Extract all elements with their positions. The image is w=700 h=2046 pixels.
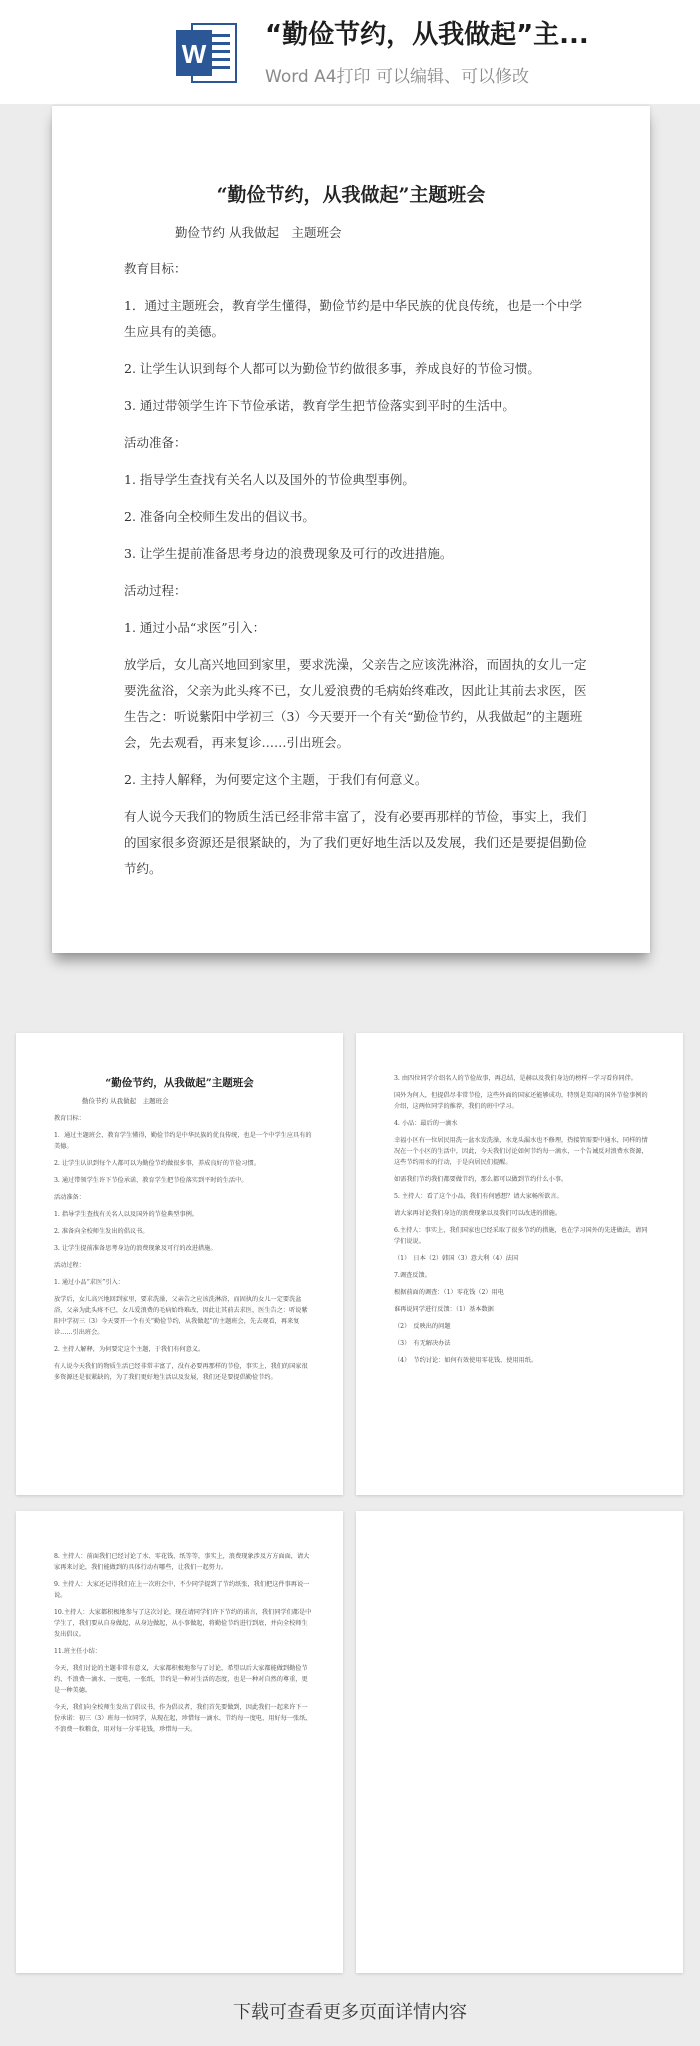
paragraph: 活动过程： (124, 583, 187, 598)
thumbnail-body (54, 1551, 312, 1741)
thumbnail-title: “勤俭节约，从我做起”主题班会 (105, 1077, 254, 1089)
paragraph: 5. 主持人：看了这个小品，我们有何感想？请大家畅所欲言。 (394, 1193, 563, 1200)
paragraph: 活动准备： (124, 435, 187, 450)
paragraph: 7.调查反馈。 (394, 1272, 431, 1279)
thumbnail-subtitle: 勤俭节约 从我做起 主题班会 (82, 1097, 169, 1105)
thumbnail-body (394, 1073, 652, 1372)
page-thumbnail-1[interactable] (16, 1033, 343, 1495)
paragraph: （3） 有无解决办法 (394, 1340, 451, 1347)
word-icon-letter: W (181, 39, 207, 69)
paragraph: 2. 主持人解释，为何要定这个主题，于我们有何意义。 (54, 1346, 205, 1353)
paragraph: 1. 通过小品“求医”引入： (54, 1279, 124, 1286)
page-title: “勤俭节约，从我做起”主题班会 (216, 184, 486, 206)
document-title[interactable]: “勤俭节约，从我做起”主... (265, 20, 589, 50)
paragraph: 1. 指导学生查找有关名人以及国外的节俭典型事例。 (54, 1211, 198, 1218)
paragraph: 2. 让学生认识到每个人都可以为勤俭节约做很多事，养成良好的节俭习惯。 (54, 1160, 260, 1167)
paragraph: 1. 指导学生查找有关名人以及国外的节俭典型事例。 (124, 472, 415, 487)
paragraph: 9. 主持人：大家还记得我们在上一次班会中，不少同学提到了节约纸张，我们把这件事再说一说。 (54, 1581, 310, 1599)
paragraph: 教育目标： (54, 1115, 85, 1122)
paragraph: （4） 节约讨论：如何有效使用零花钱、使用用纸。 (394, 1357, 538, 1364)
paragraph: 8. 主持人：前面我们已经讨论了水、零花钱、纸等等，事实上，浪费现象涉及方方面面，请大家再来讨论，我们能做到的具体行动有哪些，让我们一起努力。 (54, 1553, 310, 1571)
paragraph: 11.班主任小结： (54, 1648, 101, 1655)
paragraph: 10.主持人：大家都积极地参与了这次讨论，现在请同学们许下节约的诺言，我们同学们都是中学生了，我们要从自身做起，从身边做起，从小事做起，将勤俭节约进行到底，并向全校师生发出倡议。 (54, 1609, 312, 1638)
paragraph: 2. 准备向全校师生发出的倡议书。 (124, 509, 315, 524)
paragraph: 国外为何人，但提倡尽非常节俭，这些外面的国家还能够成功，特别是美国的国外节俭事例的介绍，这两位同学的推荐，我们的班中学习。 (394, 1092, 648, 1110)
paragraph: 幸福小区有一位居民用洗一盆水发洗澡，水龙头漏水也不修理，热接管需要中通水，同样的情况在一个小区的生活中，因此，今天我们讨论如何节约每一滴水，一个告诫反对浪费水资源，这些节约用水的行动，于是向居民们提醒。 (394, 1137, 648, 1166)
document-format-info: Word A4打印 可以编辑、可以修改 (265, 67, 529, 87)
paragraph: 3. 让学生提前准备思考身边的浪费现象及可行的改进措施。 (124, 546, 453, 561)
paragraph: 今天，我们讨论的主题非常有意义，大家都积极地参与了讨论，希望以后大家都能做到勤俭节约，不浪费一滴水、一度电、一张纸，节约是一种对生活的态度，也是一种对自然的尊重，更是一种美德。 (54, 1665, 308, 1694)
page-subtitle: 勤俭节约 从我做起 主题班会 (175, 225, 342, 240)
paragraph: 有人说今天我们的物质生活已经非常丰富了，没有必要再那样的节俭，事实上，我们的国家很多资源还是很紧缺的，为了我们更好地生活以及发展，我们还是要提倡勤俭节约。 (54, 1363, 308, 1381)
paragraph: 谁再说同学进行反馈：（1）基本数据 (394, 1306, 494, 1313)
paragraph: 有人说今天我们的物质生活已经非常丰富了，没有必要再那样的节俭，事实上，我们的国家很多资源还是很紧缺的，为了我们更好地生活以及发展，我们还是要提倡勤俭节约。 (124, 809, 587, 876)
paragraph: 3. 由四位同学介绍名人的节俭故事，再总结，是赫以及我们身边的榜样一学习看你同伴。 (394, 1075, 637, 1082)
paragraph: 根据前面的调查：（1）零花钱（2）用电 (394, 1289, 504, 1296)
paragraph: 2. 主持人解释，为何要定这个主题，于我们有何意义。 (124, 772, 428, 787)
paragraph: 教育目标： (124, 261, 187, 276)
paragraph: 3. 通过带领学生许下节俭承诺，教育学生把节俭落实到平时的生活中。 (54, 1177, 248, 1184)
paragraph: （2） 反映出的问题 (394, 1323, 451, 1330)
thumbnail-body (54, 1113, 312, 1389)
paragraph: 请大家再讨论我们身边的浪费现象以及我们可以改进的措施。 (394, 1210, 562, 1217)
download-more-link[interactable]: 下载可查看更多页面详情内容 (233, 2002, 467, 2023)
paragraph: 1．通过主题班会，教育学生懂得，勤俭节约是中华民族的优良传统，也是一个中学生应具有的美德。 (124, 298, 582, 339)
paragraph: 2. 准备向全校师生发出的倡议书。 (54, 1228, 149, 1235)
paragraph: 放学后，女儿高兴地回到家里，要求洗澡，父亲告之应该洗淋浴，而固执的女儿一定要洗盆浴，父亲为此头疼不已，女儿爱浪费的毛病始终难改，因此让其前去求医，医生告之：听说紫阳中学初三（3）今天要开一个有关“勤俭节约，从我做起”的主题班会，先去观看，再来复诊……引出班会。 (124, 657, 587, 750)
paragraph: 6.主持人：事实上，我们国家也已经采取了很多节约的措施，也在学习国外的先进做法，请同学们说说。 (394, 1227, 648, 1245)
paragraph: 如需我们节约我们都要做节约，那么都可以做到节约什么小事。 (394, 1176, 568, 1183)
paragraph: 4. 小品：最后的一滴水 (394, 1120, 458, 1127)
paragraph: 3. 通过带领学生许下节俭承诺，教育学生把节俭落实到平时的生活中。 (124, 398, 515, 413)
paragraph: 活动过程： (54, 1262, 85, 1269)
paragraph: （1） 日本（2）韩国（3）意大利（4）法国 (394, 1255, 519, 1262)
header (0, 0, 700, 104)
paragraph: 1．通过主题班会，教育学生懂得，勤俭节约是中华民族的优良传统，也是一个中学生应具有的美德。 (54, 1132, 312, 1150)
page-thumbnail-4[interactable] (356, 1511, 683, 1973)
paragraph: 今天，我们向全校师生发出了倡议书，作为倡议者，我们首先要做到，因此我们一起来许下一份承诺：初三（3）班每一位同学，从现在起，珍惜每一滴水、节约每一度电、用好每一张纸、不浪费一粒粮食，用对每一分零花钱，珍惜每一天。 (54, 1704, 312, 1733)
document-page-preview (52, 106, 650, 953)
paragraph: 放学后，女儿高兴地回到家里，要求洗澡，父亲告之应该洗淋浴，而固执的女儿一定要洗盆浴，父亲为此头疼不已，女儿爱浪费的毛病始终难改，因此让其前去求医，医生告之：听说紫阳中学初三（3）今天要开一个有关“勤俭节约，从我做起”的主题班会，先去观看，再来复诊……引出班会。 (54, 1296, 308, 1336)
paragraph: 3. 让学生提前准备思考身边的浪费现象及可行的改进措施。 (54, 1245, 217, 1252)
paragraph: 1. 通过小品“求医”引入： (124, 620, 266, 635)
paragraph: 2. 让学生认识到每个人都可以为勤俭节约做很多事，养成良好的节俭习惯。 (124, 361, 540, 376)
page-thumbnail-3[interactable] (16, 1511, 343, 1973)
page-body (124, 256, 594, 893)
page-thumbnail-2[interactable] (356, 1033, 683, 1495)
word-document-icon (176, 20, 238, 86)
paragraph: 活动准备： (54, 1194, 85, 1201)
